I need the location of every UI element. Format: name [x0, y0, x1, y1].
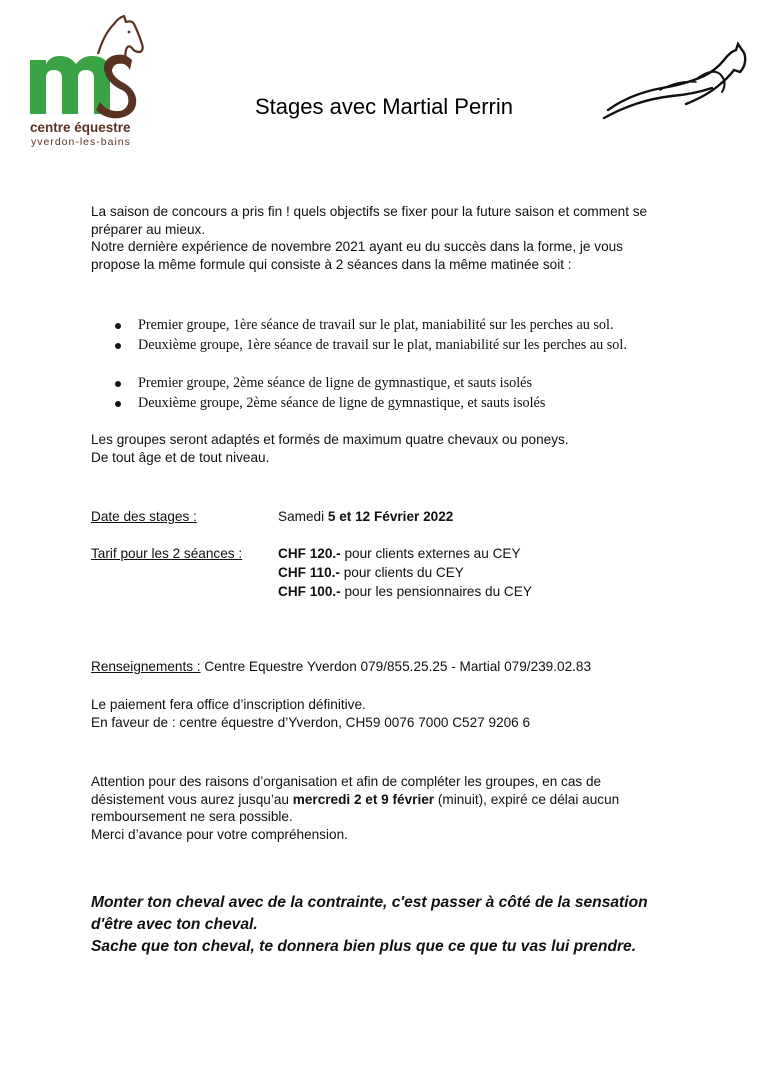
- bullet-icon: [115, 343, 121, 349]
- quote-line: d'être avec ton cheval.: [91, 916, 258, 933]
- notice-line: remboursement ne sera possible.: [91, 809, 293, 825]
- ms-horse-logo-icon: [28, 14, 148, 122]
- list-item-text: Deuxième groupe, 2ème séance de ligne de gymnastique, et sauts isolés: [138, 394, 546, 411]
- tarif-item: CHF 110.- pour clients du CEY: [278, 565, 464, 580]
- notice-line: Merci d’avance pour votre compréhension.: [91, 827, 348, 843]
- closing-quote: [91, 892, 731, 958]
- groups-paragraph: [91, 431, 691, 466]
- cancellation-notice: [91, 773, 691, 844]
- list-item: [114, 336, 714, 356]
- tarif-label: Tarif pour les 2 séances :: [91, 546, 243, 561]
- list-item: [114, 374, 714, 394]
- quote-line: Sache que ton cheval, te donnera bien plus que ce que tu vas lui prendre.: [91, 938, 637, 955]
- centre-equestre-logo: [28, 14, 148, 146]
- bullet-icon: [115, 401, 121, 407]
- tarif-item: CHF 120.- pour clients externes au CEY: [278, 546, 521, 561]
- payment-line: En faveur de : centre équestre d’Yverdon, CH59 0076 7000 C527 9206 6: [91, 714, 531, 730]
- session-list-second: [114, 374, 714, 413]
- dates-label: Date des stages :: [91, 509, 197, 524]
- logo-name: centre équestre: [30, 120, 131, 135]
- intro-line: Notre dernière expérience de novembre 2021 ayant eu du succès dans la forme, je vous: [91, 239, 623, 255]
- list-item: [114, 316, 714, 336]
- list-item-text: Deuxième groupe, 1ère séance de travail sur le plat, maniabilité sur les perches au sol.: [138, 336, 627, 353]
- tarif-item: CHF 100.- pour les pensionnaires du CEY: [278, 584, 532, 599]
- bullet-icon: [115, 381, 121, 387]
- notice-line: désistement vous aurez jusqu’au mercredi 2 et 9 février (minuit), expiré ce délai aucun: [91, 791, 620, 807]
- session-list-first: [114, 316, 714, 355]
- intro-line: propose la même formule qui consiste à 2 séances dans la même matinée soit :: [91, 257, 572, 273]
- payment-line: Le paiement fera office d’inscription définitive.: [91, 697, 366, 712]
- dates-value: Samedi 5 et 12 Février 2022: [278, 509, 454, 524]
- groups-line: De tout âge et de tout niveau.: [91, 449, 270, 465]
- page-title: Stages avec Martial Perrin: [255, 94, 513, 119]
- payment-paragraph: [91, 696, 691, 731]
- intro-line: La saison de concours a pris fin ! quels objectifs se fixer pour la future saison et comment se: [91, 204, 648, 219]
- logo-location: yverdon-les-bains: [31, 136, 131, 148]
- jumping-horse-icon: [600, 38, 750, 124]
- quote-line: Monter ton cheval avec de la contrainte, c'est passer à côté de la sensation: [91, 894, 648, 911]
- intro-line: préparer au mieux.: [91, 221, 206, 237]
- list-item-text: Premier groupe, 1ère séance de travail sur le plat, maniabilité sur les perches au sol.: [138, 317, 614, 333]
- list-item: [114, 394, 714, 414]
- list-item-text: Premier groupe, 2ème séance de ligne de gymnastique, et sauts isolés: [138, 375, 532, 391]
- notice-line: Attention pour des raisons d’organisation et afin de compléter les groupes, en cas de: [91, 774, 602, 789]
- contact-line: Renseignements : Centre Equestre Yverdon 079/855.25.25 - Martial 079/239.02.83: [91, 659, 592, 674]
- groups-line: Les groupes seront adaptés et formés de maximum quatre chevaux ou poneys.: [91, 432, 569, 447]
- intro-paragraph: [91, 203, 691, 274]
- bullet-icon: [115, 323, 121, 329]
